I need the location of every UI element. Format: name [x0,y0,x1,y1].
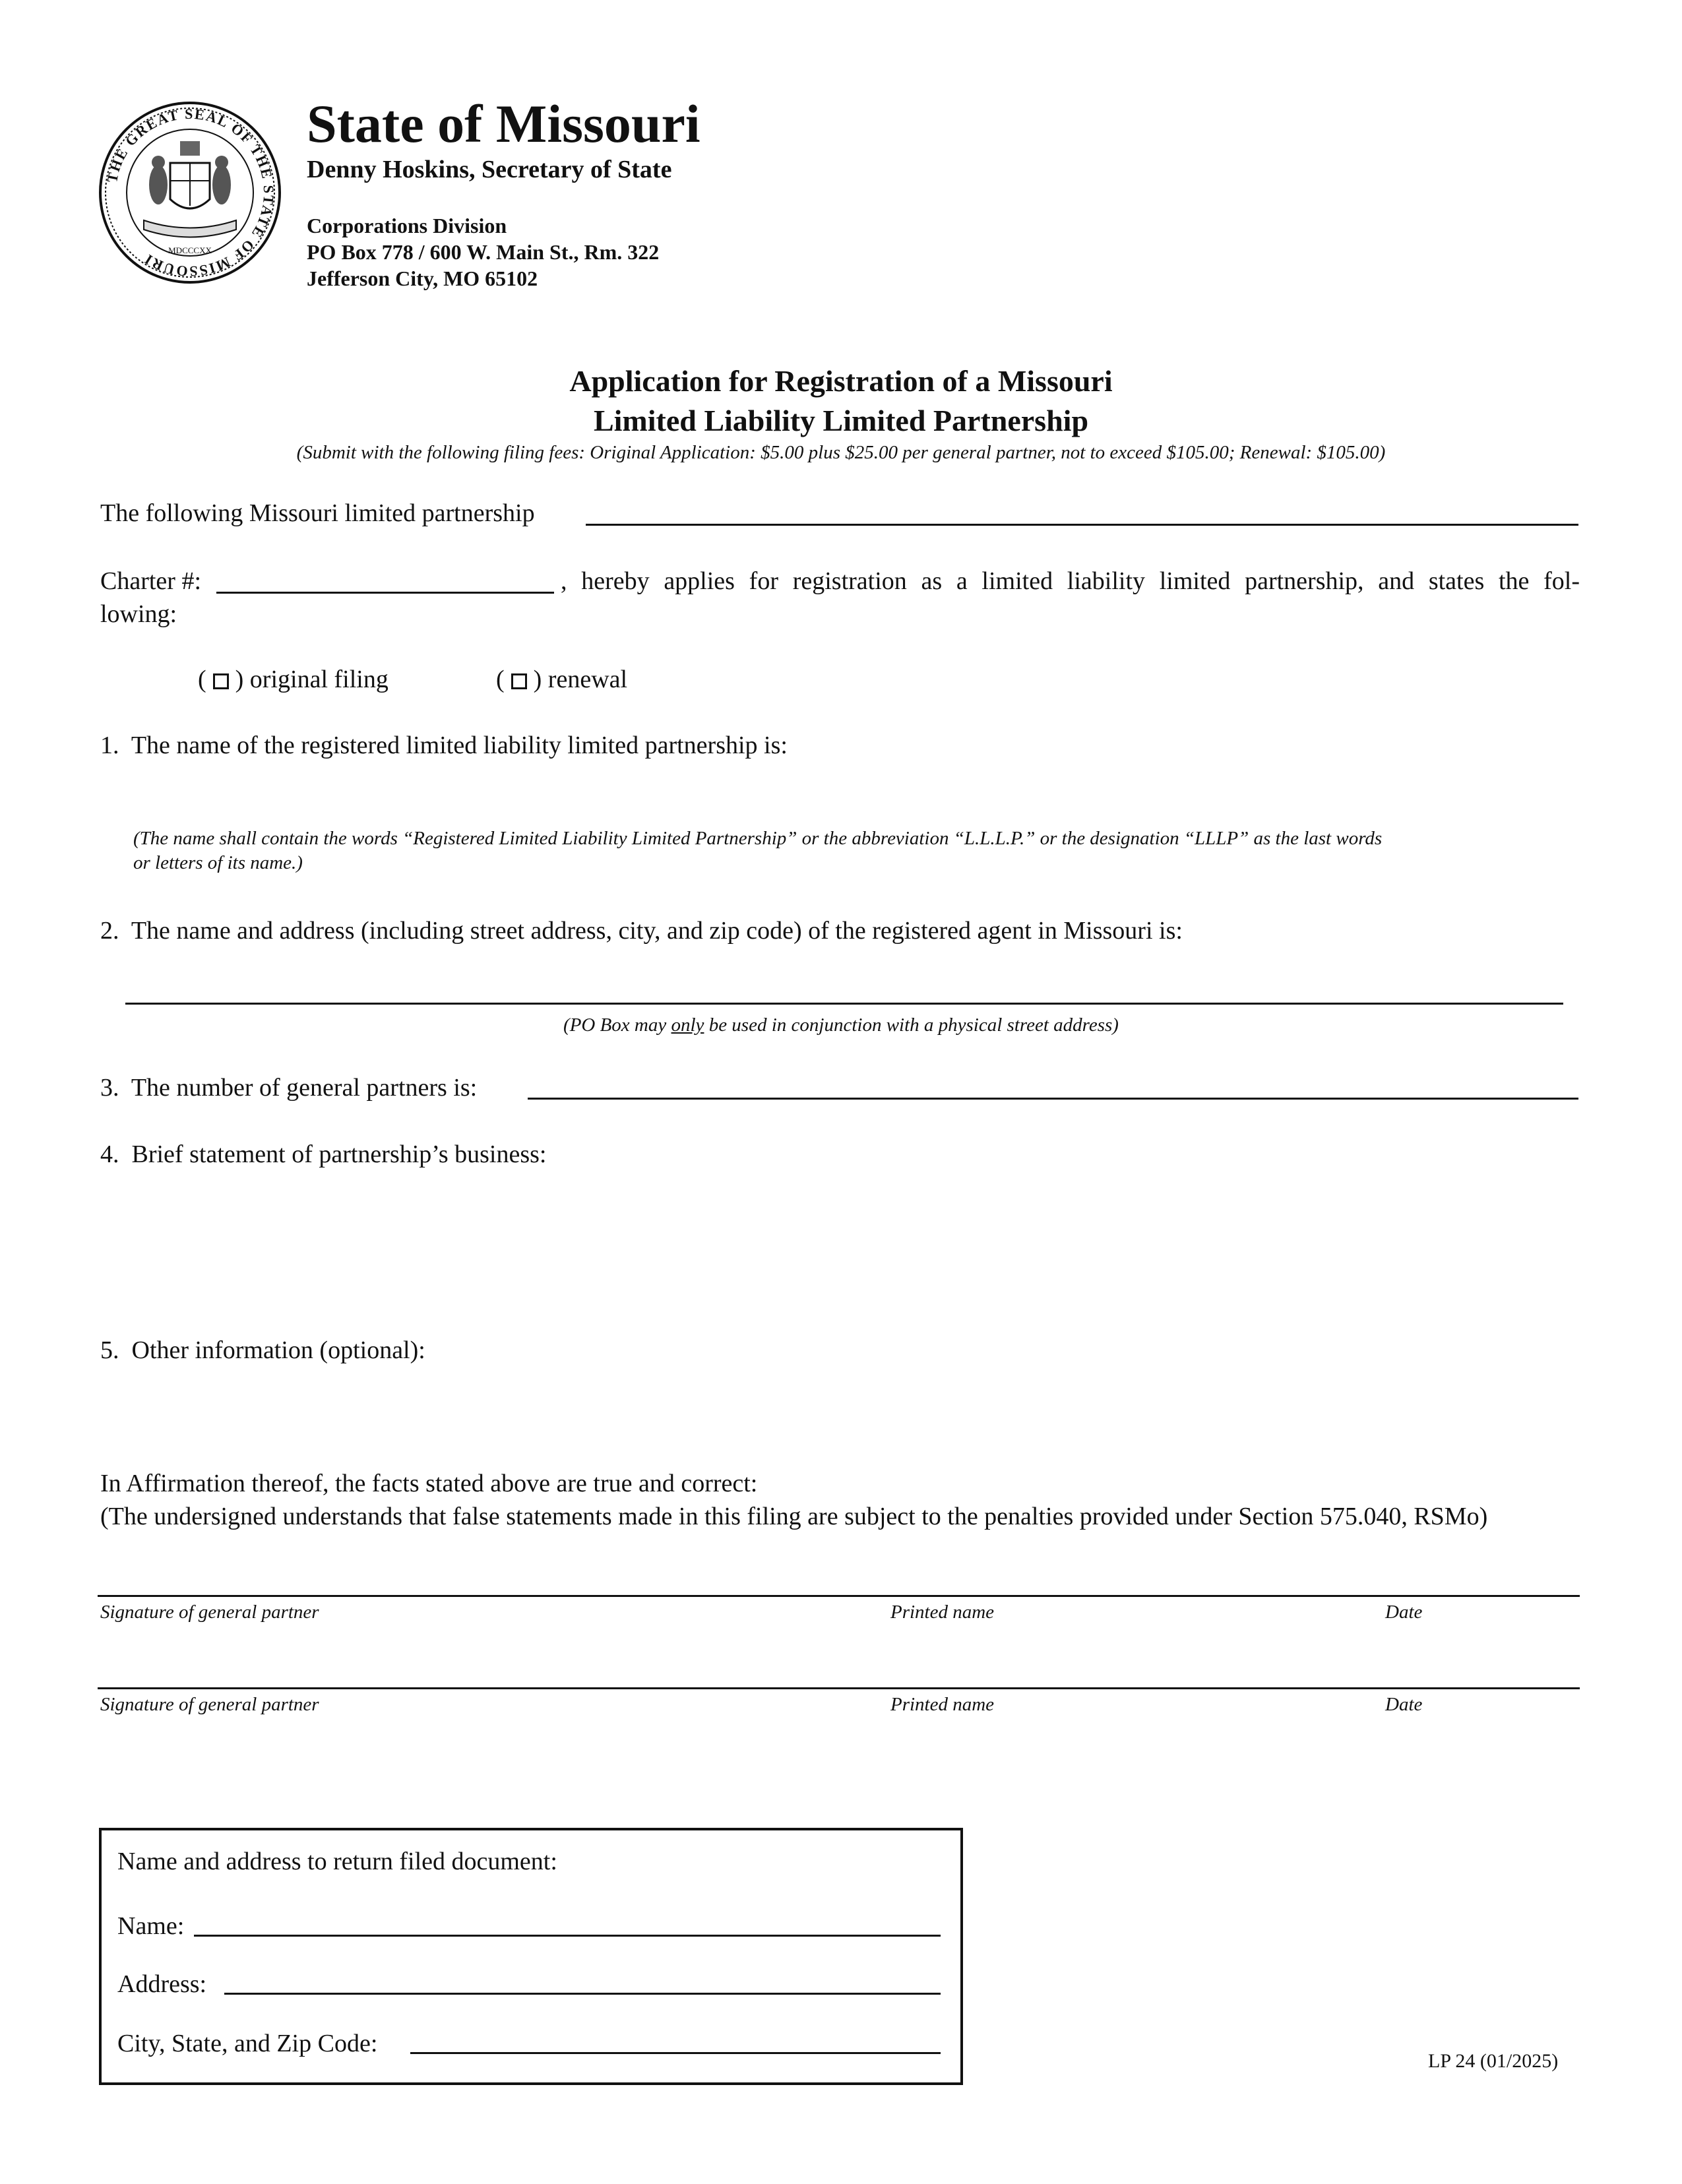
fees-note: (Submit with the following filing fees: Original Application: $5.00 plus $25.00 per general partner, not to exceed $105.00; Renewal: $105.00) [296,442,1386,463]
printed-name-label-2: Printed name [890,1694,995,1715]
item-5-label: 5. Other information (optional): [100,1336,425,1364]
renewal-label: ) renewal [533,666,628,693]
state-seal [98,100,282,285]
seal-icon [98,100,282,285]
charter-statement-cont: lowing: [100,600,177,628]
original-filing-label: ) original filing [235,666,389,693]
renewal-option[interactable]: ( ) renewal [496,666,628,693]
item-2-note: (PO Box may only be used in conjunction with a physical street address) [563,1014,1119,1036]
return-address-field[interactable] [224,1993,941,1995]
item-1-note-line-2: or letters of its name.) [133,852,303,873]
partnership-label: The following Missouri limited partnership [100,499,535,527]
signature-label-2: Signature of general partner [100,1694,319,1715]
return-address-box [99,1828,963,2085]
affirmation-line-1: In Affirmation thereof, the facts stated above are true and correct: [100,1470,758,1497]
seal-year: MDCCCXX [168,245,212,255]
address-line-2: Jefferson City, MO 65102 [307,266,538,290]
address-line-1: PO Box 778 / 600 W. Main St., Rm. 322 [307,240,660,264]
secretary-name: Denny Hoskins, Secretary of State [307,156,672,183]
charter-label: Charter #: [100,567,202,595]
original-filing-option[interactable]: ( ) original filing [198,666,389,693]
item-4-label: 4. Brief statement of partnership’s business: [100,1140,547,1168]
item-3-label: 3. The number of general partners is: [100,1074,478,1102]
item-2-label: 2. The name and address (including street address, city, and zip code) of the registered agent in Missouri is: [100,917,1183,945]
return-city-label: City, State, and Zip Code: [117,2030,378,2057]
partnership-name-field[interactable] [586,524,1578,526]
state-title: State of Missouri [307,94,701,154]
return-name-field[interactable] [194,1935,941,1937]
affirmation-line-2: (The undersigned understands that false statements made in this filing are subject to the penalties provided under Section 575.040, RSMo) [100,1503,1488,1530]
return-name-label: Name: [117,1912,185,1940]
item-1-label: 1. The name of the registered limited liability limited partnership is: [100,732,788,759]
original-filing-checkbox[interactable] [213,673,229,689]
registered-agent-field[interactable] [125,1003,1563,1005]
form-title-line-2: Limited Liability Limited Partnership [593,404,1089,437]
charter-statement: , hereby applies for registration as a limited liability limited partnership, and states the fol- [561,567,1580,595]
return-address-label: Address: [117,1970,207,1998]
item-1-note-line-1: (The name shall contain the words “Registered Limited Liability Limited Partnership” or the abbreviation “L.L.L.P.” or the designation “LLLP” as the last words [133,828,1383,849]
general-partners-count-field[interactable] [528,1098,1578,1100]
seal-ring-text: THE GREAT SEAL OF THE STATE OF MISSOURI [103,105,278,280]
date-label-2: Date [1385,1694,1423,1715]
date-label-1: Date [1385,1602,1423,1623]
return-box-heading: Name and address to return filed document: [117,1848,557,1875]
return-city-field[interactable] [410,2052,941,2054]
signature-label-1: Signature of general partner [100,1602,319,1623]
form-id: LP 24 (01/2025) [1428,2050,1559,2072]
renewal-checkbox[interactable] [511,673,527,689]
printed-name-label-1: Printed name [890,1602,995,1623]
charter-number-field[interactable] [216,592,554,594]
signature-line-1[interactable] [98,1595,1580,1597]
division-name: Corporations Division [307,214,507,237]
signature-line-2[interactable] [98,1687,1580,1689]
form-title-line-1: Application for Registration of a Missouri [569,364,1113,398]
